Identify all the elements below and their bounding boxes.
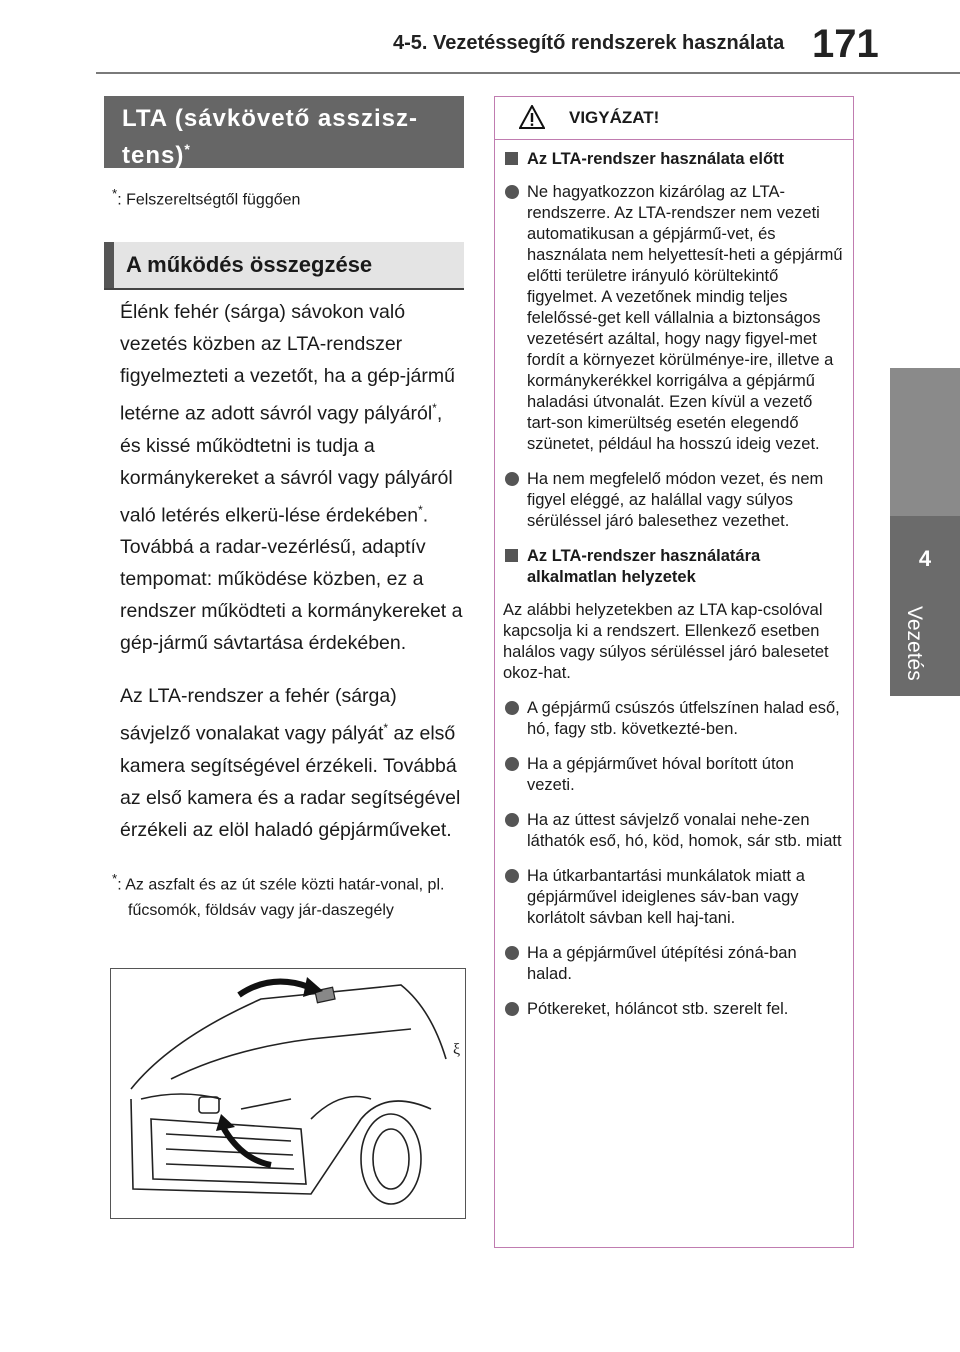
bullet-icon — [505, 869, 519, 883]
list-item: Ha útkarbantartási munkálatok miatt a gépjárművel ideiglenes sáv-ban vagy korlátolt sávban kell haj-tani. — [503, 866, 843, 929]
chapter-number: 4 — [918, 546, 932, 571]
bullet-icon — [505, 472, 519, 486]
bullet-icon — [505, 701, 519, 715]
section-title: LTA (sávkövető asszisz- tens)* — [122, 105, 418, 169]
subheading-text: A működés összegzése — [126, 252, 373, 277]
chapter-label: Vezetés — [903, 606, 926, 681]
bullet-icon — [505, 813, 519, 827]
subheading — [104, 242, 464, 290]
list-item: Ha az úttest sávjelző vonalai nehe-zen láthatók eső, hó, köd, homok, sár stb. miatt — [503, 810, 843, 852]
footnote-asterisk: * — [112, 186, 118, 201]
warning-header — [495, 97, 853, 140]
arrow-radar — [223, 1127, 271, 1165]
footnote-equipment: *: Felszereltségtől függően — [112, 186, 301, 209]
car-drawing — [111, 969, 465, 1218]
list-item: Pótkereket, hóláncot stb. szerelt fel. — [503, 999, 843, 1020]
paragraph-camera: Az LTA-rendszer a fehér (sárga) sávjelző vonalakat vagy pályát* az első kamera segítségével érzékeli. Továbbá az első kamera és a radar segítségével érzékeli az elöl haladó gépjárműveket. — [120, 685, 461, 841]
bullet-icon — [505, 757, 519, 771]
section-title-box — [104, 96, 464, 168]
chapter-tab — [890, 516, 960, 596]
bullet-icon — [505, 1002, 519, 1016]
figure-label: ξ — [453, 1041, 461, 1058]
list-item: Ha a gépjárművel útépítési zóná-ban halad. — [503, 943, 843, 985]
warning-triangle-icon — [519, 105, 545, 129]
warning-title: VIGYÁZAT! — [569, 108, 660, 127]
list-item: A gépjármű csúszós útfelszínen halad eső, hó, fagy stb. következté-ben. — [503, 698, 843, 740]
warning-subheading: Az LTA-rendszer használata előtt — [503, 149, 843, 170]
list-item: Ne hagyatkozzon kizárólag az LTA-rendszerre. Az LTA-rendszer nem vezeti automatikusan a gépjármű-vet, és használata nem helyettesít-heti a gépjármű előtti területre irányuló körültekintő figyelmet. A vezetőnek mindig teljes felelőssé-get kell vállalnia a biztonságos vezetésért azáltal, hogy nagy figyel-met fordít a környezet körülménye-ire, illetve a kormánykerékkel korrigálva a gépjármű haladási útvonalát. Ezen kívül a vezető tart-son kimerültség esetén elegendő szünetet, például ha hosszú ideig vezet. — [503, 182, 843, 455]
square-bullet-icon — [505, 152, 518, 165]
arrow-camera — [239, 982, 309, 995]
side-tab-top — [890, 368, 960, 516]
subheading-bar — [104, 242, 114, 288]
warning-body — [503, 149, 843, 1034]
footnote-road-edge: *: Az aszfalt és az út széle közti határ-vonal, pl. fűcsomók, földsáv vagy jár-daszegély — [112, 871, 445, 920]
running-header: 4-5. Vezetéssegítő rendszerek használata — [393, 32, 785, 54]
chapter-label-tab — [890, 596, 960, 696]
warning-subheading: Az LTA-rendszer használatára alkalmatlan helyzetek — [503, 546, 843, 588]
square-bullet-icon — [505, 549, 518, 562]
bullet-icon — [505, 185, 519, 199]
warning-paragraph: Az alábbi helyzetekben az LTA kap-csolóval kapcsolja ki a rendszert. Ellenkező esetben halálos vagy súlyos sérüléssel járó balesetet okoz-hat. — [503, 601, 829, 682]
list-item: Ha nem megfelelő módon vezet, és nem figyel eléggé, az halállal vagy súlyos sérüléssel járó balesethez vezethet. — [503, 469, 843, 532]
list-item: Ha a gépjárművet hóval borított úton vezeti. — [503, 754, 843, 796]
paragraph-overview: Élénk fehér (sárga) sávokon való vezetés közben az LTA-rendszer figyelmezteti a vezetőt, ha a gép-jármű letérne az adott sávról vagy pályáról*, és kissé működtetni is tudja a kormánykereket a sávról vagy pályáról való letérés elkerü-lése érdekében*. Továbbá a radar-vezérlésű, adaptív tempomat: működése közben, ez a rendszer működteti a kormánykereket a gép-jármű sávtartása érdekében. — [120, 301, 463, 654]
bullet-icon — [505, 946, 519, 960]
page-number: 171 — [812, 22, 879, 66]
car-illustration — [110, 968, 466, 1219]
header-rule — [96, 72, 960, 74]
warning-box — [494, 96, 854, 1248]
